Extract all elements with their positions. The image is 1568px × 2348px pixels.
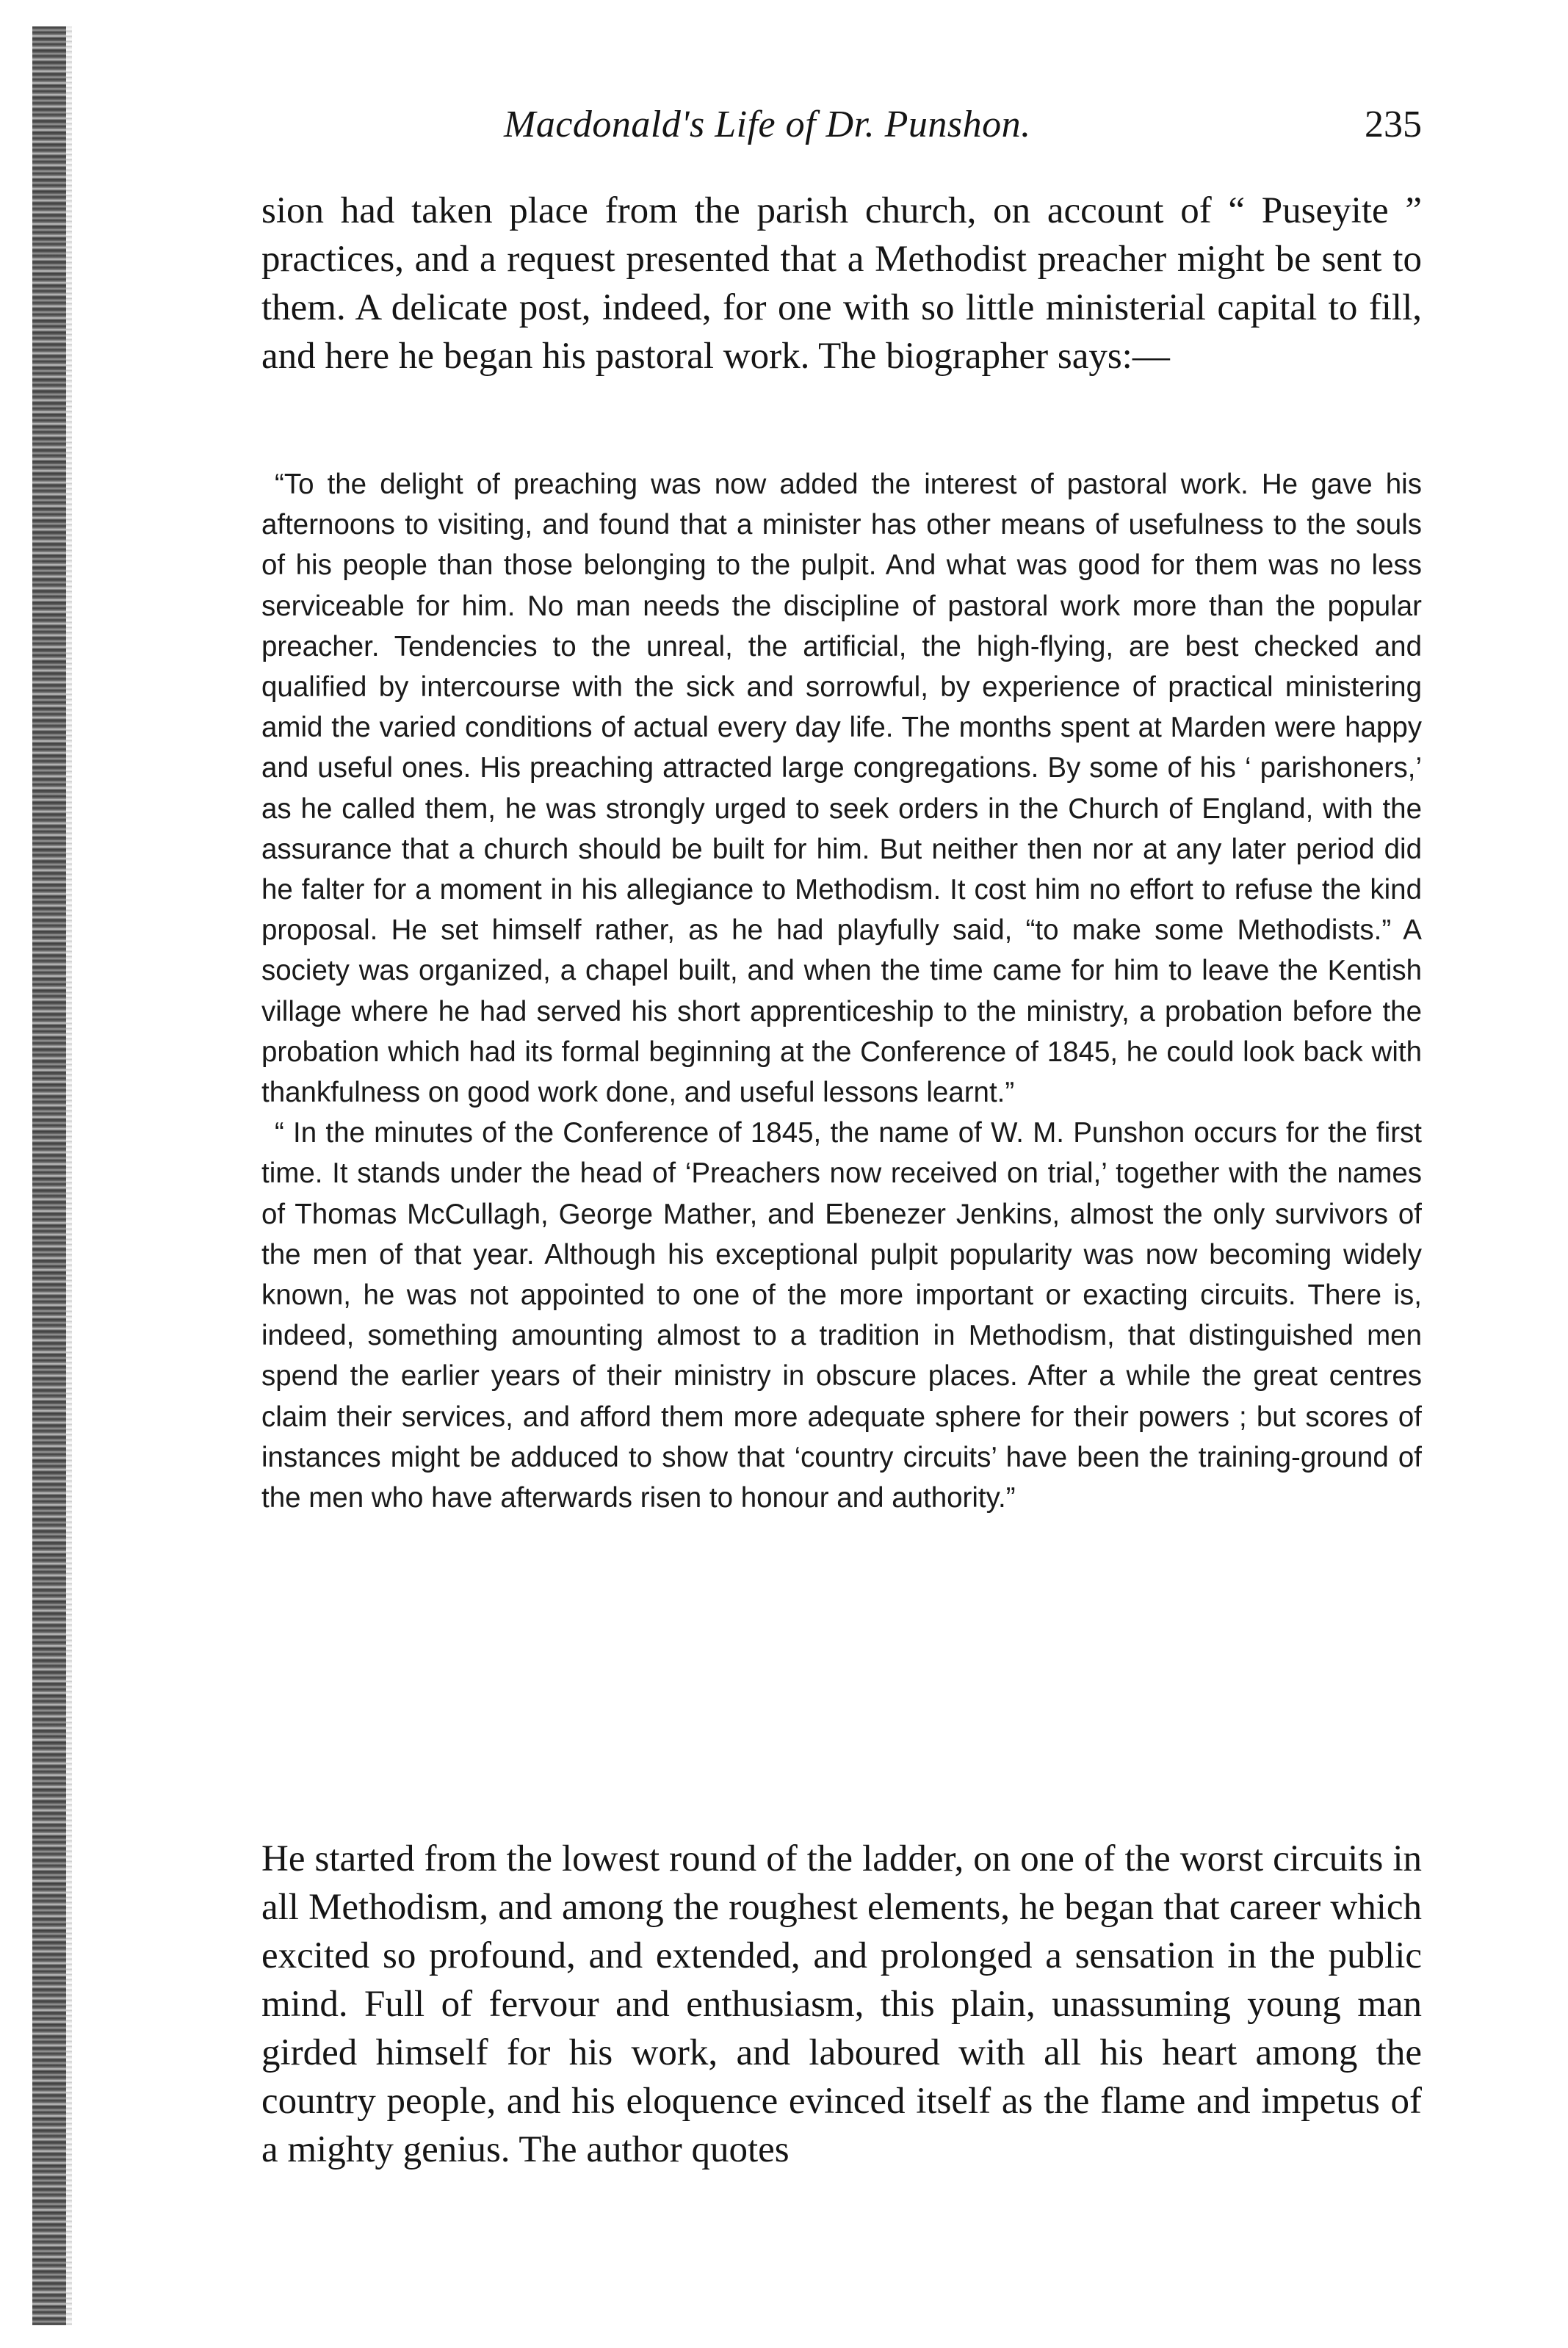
page-number: 235 — [1365, 104, 1422, 145]
running-title: Macdonald's Life of Dr. Punshon. — [504, 104, 1031, 145]
intro-paragraph: sion had taken place from the parish church, on account of “ Puseyite ” practices, and a request presented that a Methodist preacher might be sent to them. A delicate post, indeed, for one with so little ministerial capital to fill, and here he began his pastoral work. The biographer says:— — [261, 190, 1422, 377]
quote-paragraph-1: “To the delight of preaching was now added the interest of pastoral work. He gave his afternoons to visiting, and found that a minister has other means of usefulness to the souls of his people than those belonging to the pulpit. And what was good for them was no less serviceable for him. No man needs the discipline of pastoral work more than the popular preacher. Tendencies to the unreal, the artificial, the high-flying, are best checked and qualified by intercourse with the sick and sorrowful, by experience of practical ministering amid the varied conditions of actual every day life. The months spent at Marden were happy and useful ones. His preaching attracted large congregations. By some of his ‘ parishoners,’ as he called them, he was strongly urged to seek orders in the Church of England, with the assurance that a church should be built for him. But neither then nor at any later period did he falter for a moment in his allegiance to Methodism. It cost him no effort to refuse the kind proposal. He set himself rather, as he had playfully said, “to make some Methodists.” A society was organized, a chapel built, and when the time came for him to leave the Kentish village where he had served his short apprenticeship to the ministry, a probation before the probation which had its formal beginning at the Conference of 1845, he could look back with thankfulness on good work done, and useful lessons learnt.” — [261, 469, 1422, 1109]
running-head — [261, 103, 1422, 154]
quote-paragraph-2: “ In the minutes of the Conference of 1845, the name of W. M. Punshon occurs for the first time. It stands under the head of ‘Preachers now received on trial,’ together with the names of Thomas McCullagh, George Mather, and Ebenezer Jenkins, almost the only survivors of the men of that year. Although his exceptional pulpit popularity was now becoming widely known, he was not appointed to one of the more important or exacting circuits. There is, indeed, something amounting almost to a tradition in Methodism, that distinguished men spend the earlier years of their ministry in obscure places. After a while the great centres claim their services, and afford them more adequate sphere for their powers ; but scores of instances might be adduced to show that ‘country circuits’ have been the training-ground of the men who have afterwards risen to honour and authority.” — [261, 1117, 1422, 1514]
block-quote — [261, 464, 1422, 1518]
book-binding-edge — [32, 26, 66, 2325]
closing-paragraph: He started from the lowest round of the ladder, on one of the worst circuits in all Methodism, and among the roughest elements, he began that career which excited so profound, and extended, and prolonged a sensation in the public mind. Full of fervour and enthusiasm, this plain, unassuming young man girded himself for his work, and laboured with all his heart among the country people, and his eloquence evinced itself as the flame and impetus of a mighty genius. The author quotes — [261, 1838, 1422, 2170]
